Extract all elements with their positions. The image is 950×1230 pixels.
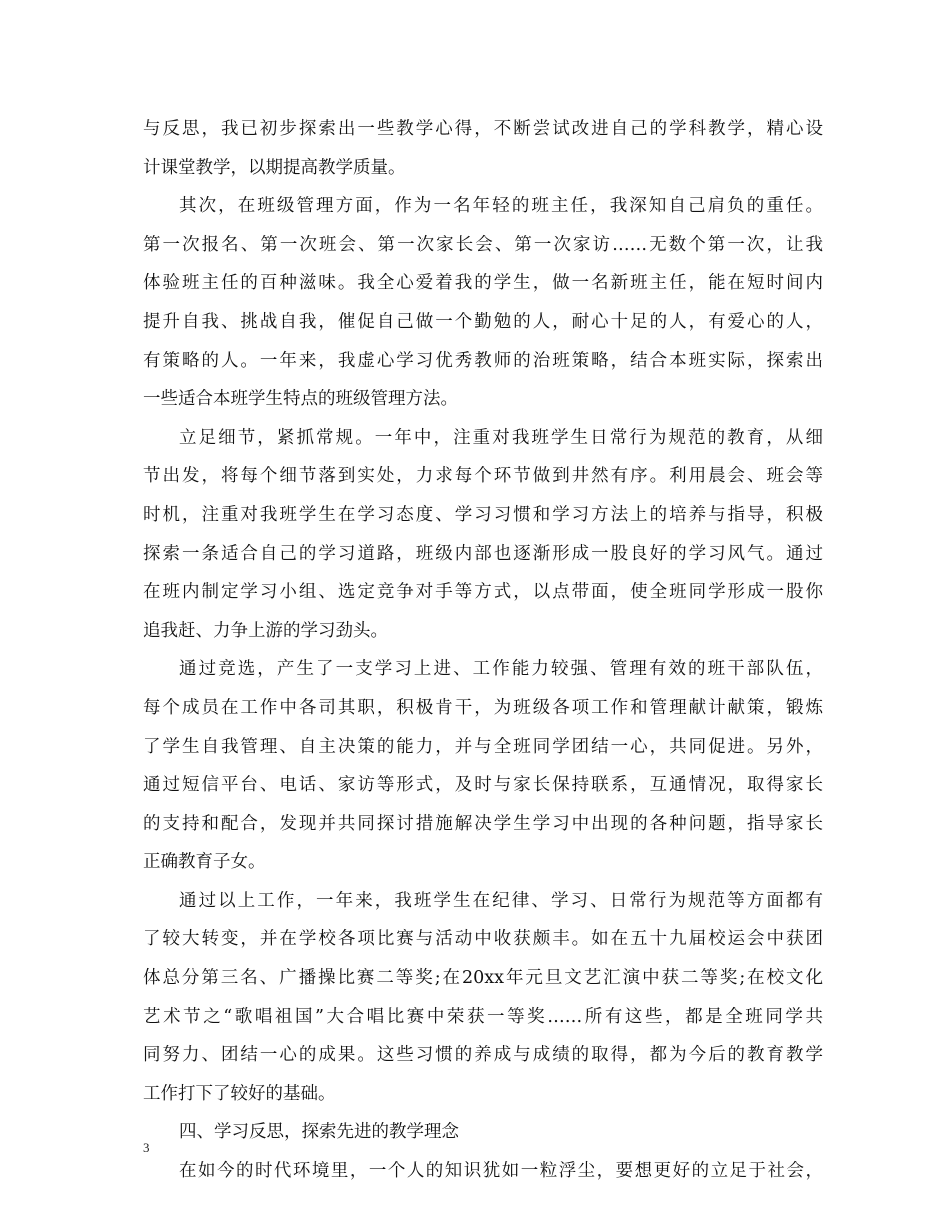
text-line: 一些适合本班学生特点的班级管理方法。: [143, 389, 458, 410]
text-line: 体总分第三名、广播操比赛二等奖;在20xx年元旦文艺汇演中获二等奖;在校文化: [143, 968, 823, 989]
text-line: 工作打下了较好的基础。: [143, 1083, 336, 1104]
text-line: 了较大转变，并在学校各项比赛与活动中收获颇丰。如在五十九届校运会中获团: [143, 929, 823, 950]
text-line: 正确教育子女。: [143, 852, 266, 873]
text-line: 四、学习反思，探索先进的教学理念: [179, 1122, 459, 1143]
text-line: 每个成员在工作中各司其职，积极肯干，为班级各项工作和管理献计献策，锻炼: [143, 697, 823, 718]
text-line: 第一次报名、第一次班会、第一次家长会、第一次家访……无数个第一次，让我: [143, 234, 823, 255]
text-line: 通过竞选，产生了一支学习上进、工作能力较强、管理有效的班干部队伍，: [179, 659, 823, 680]
text-line: 了学生自我管理、自主决策的能力，并与全班同学团结一心，共同促进。另外，: [143, 736, 823, 757]
text-line: 艺术节之“歌唱祖国”大合唱比赛中荣获一等奖……所有这些，都是全班同学共: [143, 1006, 823, 1027]
text-line: 的支持和配合，发现并共同探讨措施解决学生学习中出现的各种问题，指导家长: [143, 813, 823, 834]
text-line: 在如今的时代环境里，一个人的知识犹如一粒浮尘，要想更好的立足于社会，: [179, 1161, 823, 1182]
text-line: 通过以上工作，一年来，我班学生在纪律、学习、日常行为规范等方面都有: [179, 890, 823, 911]
text-line: 时机，注重对我班学生在学习态度、学习习惯和学习方法上的培养与指导，积极: [143, 504, 823, 525]
text-line: 节出发，将每个细节落到实处，力求每个环节做到井然有序。利用晨会、班会等: [143, 466, 823, 487]
text-line: 同努力、团结一心的成果。这些习惯的养成与成绩的取得，都为今后的教育教学: [143, 1045, 823, 1066]
text-line: 与反思，我已初步探索出一些教学心得，不断尝试改进自己的学科教学，精心设: [143, 119, 823, 139]
text-line: 其次，在班级管理方面，作为一名年轻的班主任，我深知自己肩负的重任。: [179, 196, 823, 217]
text-line: 追我赶、力争上游的学习劲头。: [143, 620, 388, 641]
text-line: 立足细节，紧抓常规。一年中，注重对我班学生日常行为规范的教育，从细: [179, 427, 823, 448]
text-line: 计课堂教学，以期提高教学质量。: [143, 157, 406, 178]
text-line: 通过短信平台、电话、家访等形式，及时与家长保持联系，互通情况，取得家长: [143, 775, 823, 796]
text-line: 在班内制定学习小组、选定竞争对手等方式，以点带面，使全班同学形成一股你: [143, 582, 823, 603]
text-line: 提升自我、挑战自我，催促自己做一个勤勉的人，耐心十足的人，有爱心的人，: [143, 311, 823, 332]
body-text: [143, 110, 823, 1191]
page-number: 3: [143, 1140, 150, 1155]
text-line: 有策略的人。一年来，我虚心学习优秀教师的治班策略，结合本班实际，探索出: [143, 350, 823, 371]
text-line: 体验班主任的百种滋味。我全心爱着我的学生，做一名新班主任，能在短时间内: [143, 273, 823, 294]
text-line: 探索一条适合自己的学习道路，班级内部也逐渐形成一股良好的学习风气。通过: [143, 543, 823, 564]
